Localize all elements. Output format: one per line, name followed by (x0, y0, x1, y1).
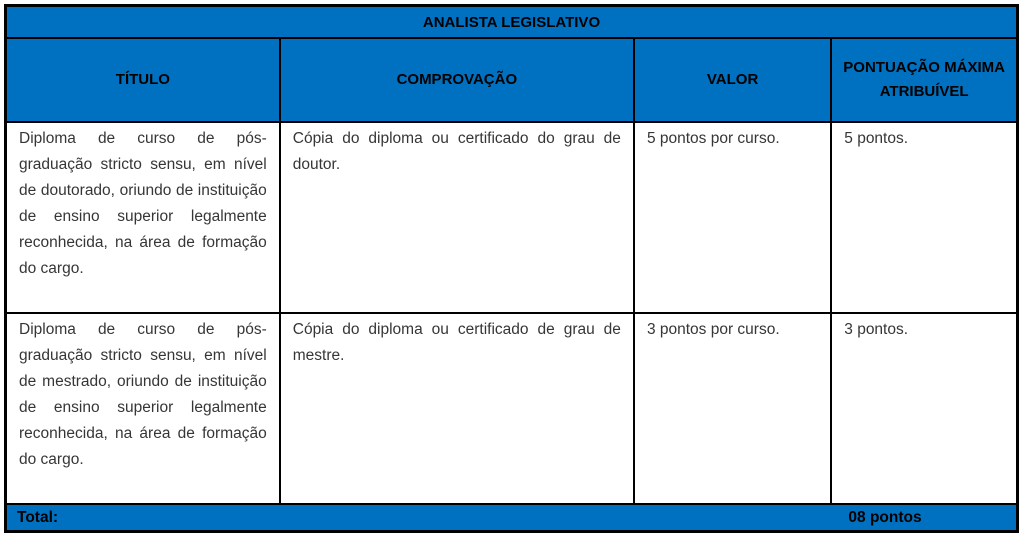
total-label: Total: (17, 508, 59, 526)
column-header-comprovacao: COMPROVAÇÃO (280, 38, 634, 122)
score-criteria-table (4, 4, 1019, 533)
cell-titulo-doutorado: Diploma de curso de pós-graduação stricto sensu, em nível de doutorado, oriundo de instituição de ensino superior legalmente reconhecida, na área de formação do cargo. (6, 122, 280, 313)
table-total-row (6, 504, 1018, 532)
cell-pontuacao-mestrado: 3 pontos. (831, 313, 1017, 504)
cell-comprovacao-doutorado: Cópia do diploma ou certificado do grau de doutor. (280, 122, 634, 313)
cell-valor-mestrado: 3 pontos por curso. (634, 313, 831, 504)
column-header-titulo: TÍTULO (6, 38, 280, 122)
column-header-valor: VALOR (634, 38, 831, 122)
cell-valor-doutorado: 5 pontos por curso. (634, 122, 831, 313)
cell-comprovacao-mestrado: Cópia do diploma ou certificado de grau de mestre. (280, 313, 634, 504)
table-title: ANALISTA LEGISLATIVO (6, 6, 1018, 39)
total-value: 08 pontos (848, 508, 922, 526)
table-title-row (6, 6, 1018, 39)
cell-titulo-mestrado: Diploma de curso de pós-graduação stricto sensu, em nível de mestrado, oriundo de instituição de ensino superior legalmente reconhecida, na área de formação do cargo. (6, 313, 280, 504)
table-row-doutorado (6, 122, 1018, 313)
column-header-pontuacao: PONTUAÇÃO MÁXIMA ATRIBUÍVEL (831, 38, 1017, 122)
table-row-mestrado (6, 313, 1018, 504)
cell-pontuacao-doutorado: 5 pontos. (831, 122, 1017, 313)
total-cell-inner (7, 509, 1016, 527)
total-cell (6, 504, 1018, 532)
table-header-row (6, 38, 1018, 122)
